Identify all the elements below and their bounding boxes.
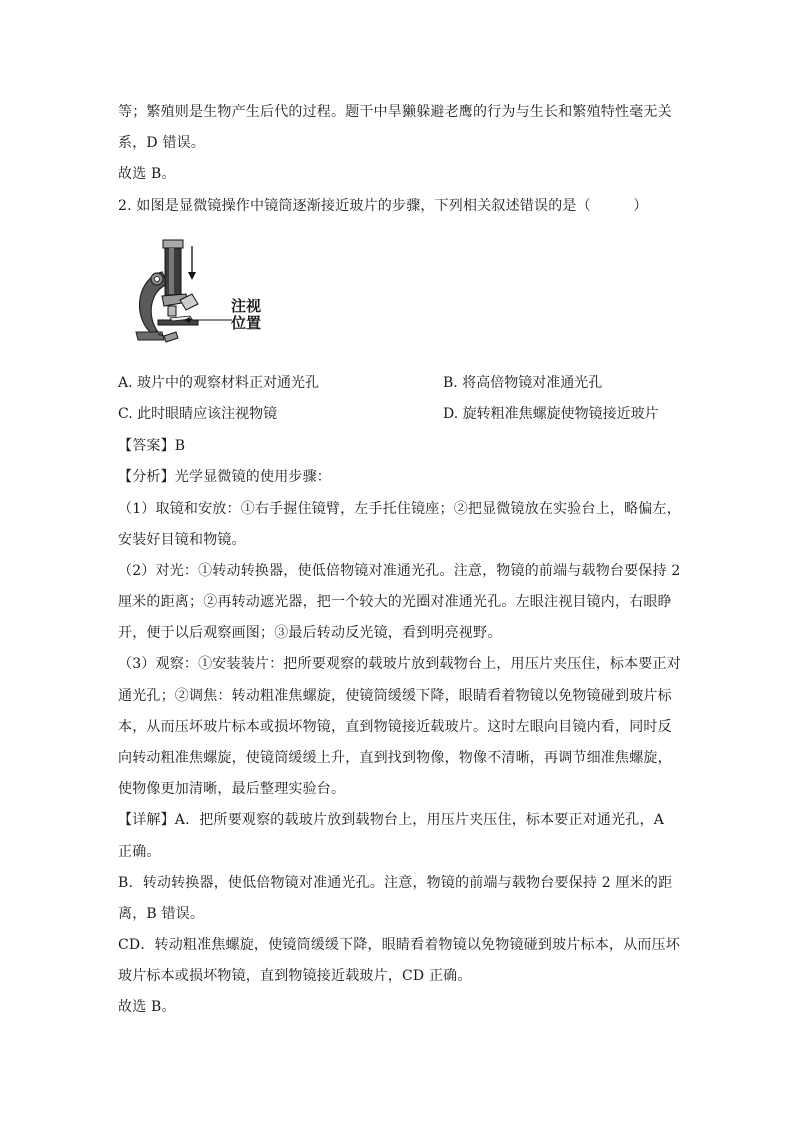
- analysis-line: （3）观察：①安装装片：把所要观察的载玻片放到载物台上，用压片夹压住，标本要正对: [118, 656, 681, 672]
- question-stem: 2. 如图是显微镜操作中镜筒逐渐接近玻片的步骤，下列相关叙述错误的是（ ）: [118, 198, 648, 214]
- microscope-figure: [128, 232, 278, 354]
- analysis-line: 开，便于以后观察画图；③最后转动反光镜，看到明亮视野。: [118, 625, 502, 641]
- analysis-line: 安装好目镜和物镜。: [118, 532, 246, 548]
- detail-line: 故选 B。: [118, 999, 176, 1015]
- text-line: 系，D 错误。: [118, 135, 206, 151]
- figure-label: [231, 298, 261, 332]
- detail-line: 玻片标本或损坏物镜，直到物镜接近载玻片，CD 正确。: [118, 968, 472, 984]
- option-a: A. 玻片中的观察材料正对通光孔: [118, 375, 320, 391]
- analysis-line: 使物像更加清晰，最后整理实验台。: [118, 781, 346, 797]
- answer: 【答案】B: [118, 438, 186, 454]
- text-line: 等；繁殖则是生物产生后代的过程。题干中旱獭躲避老鹰的行为与生长和繁殖特性毫无关: [118, 104, 672, 120]
- detail-line: 离，B 错误。: [118, 906, 205, 922]
- detail-line: 正确。: [118, 844, 161, 860]
- figure-label-line1: 注视: [231, 297, 262, 315]
- analysis-line: 厘米的距离；②再转动遮光器，把一个较大的光圈对准通光孔。左眼注视目镜内，右眼睁: [118, 594, 672, 610]
- analysis-line: （1）取镜和安放：①右手握住镜臂，左手托住镜座；②把显微镜放在实验台上，略偏左，: [118, 501, 681, 517]
- option-d: D. 旋转粗准焦螺旋使物镜接近玻片: [443, 406, 659, 422]
- analysis-line: 通光孔；②调焦：转动粗准焦螺旋，使镜筒缓缓下降，眼睛看着物镜以免物镜碰到玻片标: [118, 688, 672, 704]
- detail-line: 【详解】A．把所要观察的载玻片放到载物台上，用压片夹压住，标本要正对通光孔，A: [118, 812, 665, 828]
- text-line: 故选 B。: [118, 166, 176, 182]
- option-c: C. 此时眼睛应该注视物镜: [118, 406, 278, 422]
- analysis-line: 本，从而压坏玻片标本或损坏物镜，直到物镜接近载玻片。这时左眼向目镜内看，同时反: [118, 719, 672, 735]
- analysis-line: 向转动粗准焦螺旋，使镜筒缓缓上升，直到找到物像，物像不清晰，再调节细准焦螺旋，: [118, 750, 672, 766]
- detail-line: CD．转动粗准焦螺旋，使镜筒缓缓下降，眼睛看着物镜以免物镜碰到玻片标本，从而压坏: [118, 937, 680, 953]
- microscope-illustration: [128, 232, 278, 354]
- detail-line: B．转动转换器，使低倍物镜对准通光孔。注意，物镜的前端与载物台要保持 2 厘米的距: [118, 875, 673, 891]
- analysis-line: 【分析】光学显微镜的使用步骤：: [118, 469, 331, 485]
- figure-label-line2: 位置: [231, 314, 262, 332]
- option-b: B. 将高倍物镜对准通光孔: [443, 375, 603, 391]
- analysis-line: （2）对光：①转动转换器，使低倍物镜对准通光孔。注意，物镜的前端与载物台要保持 2: [118, 563, 681, 579]
